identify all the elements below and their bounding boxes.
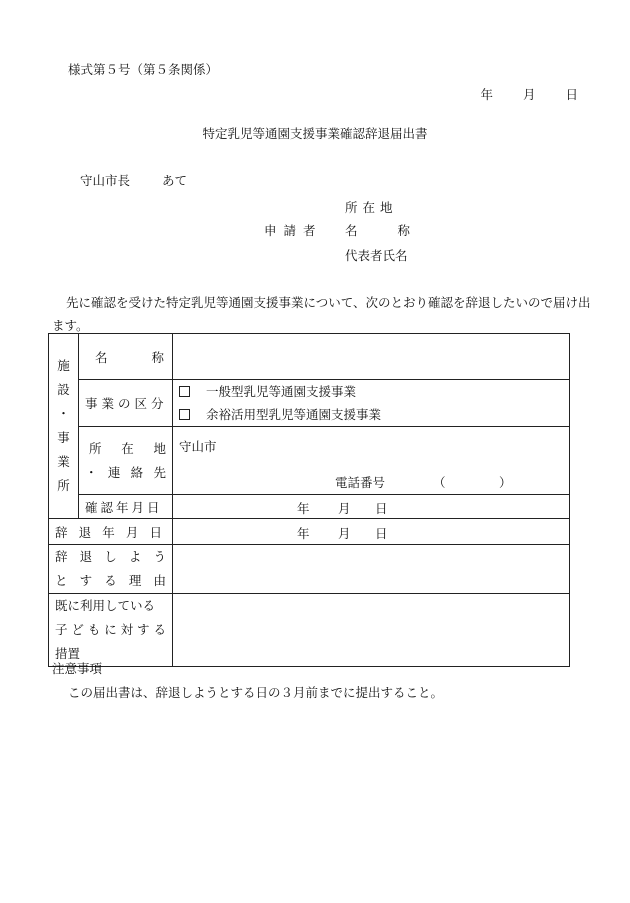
location-contact-field[interactable] (173, 427, 570, 495)
withdrawal-date-field[interactable]: 年 月 日 (173, 519, 570, 545)
withdrawal-form-table (48, 333, 570, 667)
applicant-address-label: 所在地 (345, 200, 398, 215)
applicant-representative-label: 代表者氏名 (345, 248, 408, 263)
category-option-general[interactable]: 一般型乳児等通園支援事業 (173, 380, 569, 403)
notes-body: この届出書は、辞退しようとする日の３月前までに提出すること。 (68, 685, 444, 700)
existing-users-measures-field[interactable] (173, 594, 570, 667)
existing-users-measures-label: 既に利用している 子 ど も に 対 す る 措置 (49, 594, 173, 667)
date-day: 日 (565, 87, 578, 102)
phone-parens: （ ） (433, 475, 516, 490)
checkbox-icon[interactable] (179, 409, 190, 420)
withdrawal-reason-field[interactable] (173, 545, 570, 594)
applicant-name-label: 名称 (345, 223, 451, 238)
facility-side-label: 施 設 ・ 事 業 所 (49, 334, 79, 519)
checkbox-icon[interactable] (179, 386, 190, 397)
date-year: 年 (480, 87, 493, 102)
facility-name-field[interactable] (173, 334, 570, 380)
addressee-suffix: あて (162, 173, 188, 188)
location-contact-label: 所 在 地 ・ 連 絡 先 (79, 427, 173, 495)
withdrawal-reason-label: 辞 退 し よ う と す る 理 由 (49, 545, 173, 594)
form-number: 様式第５号（第５条関係） (68, 62, 219, 77)
date-month: 月 (522, 87, 536, 102)
confirmation-date-label: 確認年月日 (79, 495, 173, 519)
category-option-surplus[interactable]: 余裕活用型乳児等通園支援事業 (173, 403, 569, 426)
submission-date (480, 87, 578, 103)
location-value: 守山市 (179, 439, 217, 454)
confirmation-date-field[interactable]: 年 月 日 (173, 495, 570, 519)
business-category-label: 事業の区分 (79, 380, 173, 427)
notes-title: 注意事項 (52, 661, 103, 676)
applicant-label: 申請者 (264, 223, 323, 238)
addressee-name: 守山市長 (80, 173, 131, 188)
document-title: 特定乳児等通園支援事業確認辞退届出書 (202, 126, 428, 141)
intro-text: 先に確認を受けた特定乳児等通園支援事業について、次のとおり確認を辞退したいので届け出ます。 (52, 295, 591, 333)
business-category-options (173, 380, 570, 427)
addressee (80, 173, 187, 189)
facility-name-label: 名 称 (79, 334, 173, 380)
withdrawal-date-label: 辞 退 年 月 日 (49, 519, 173, 545)
phone-label: 電話番号 (335, 475, 386, 490)
